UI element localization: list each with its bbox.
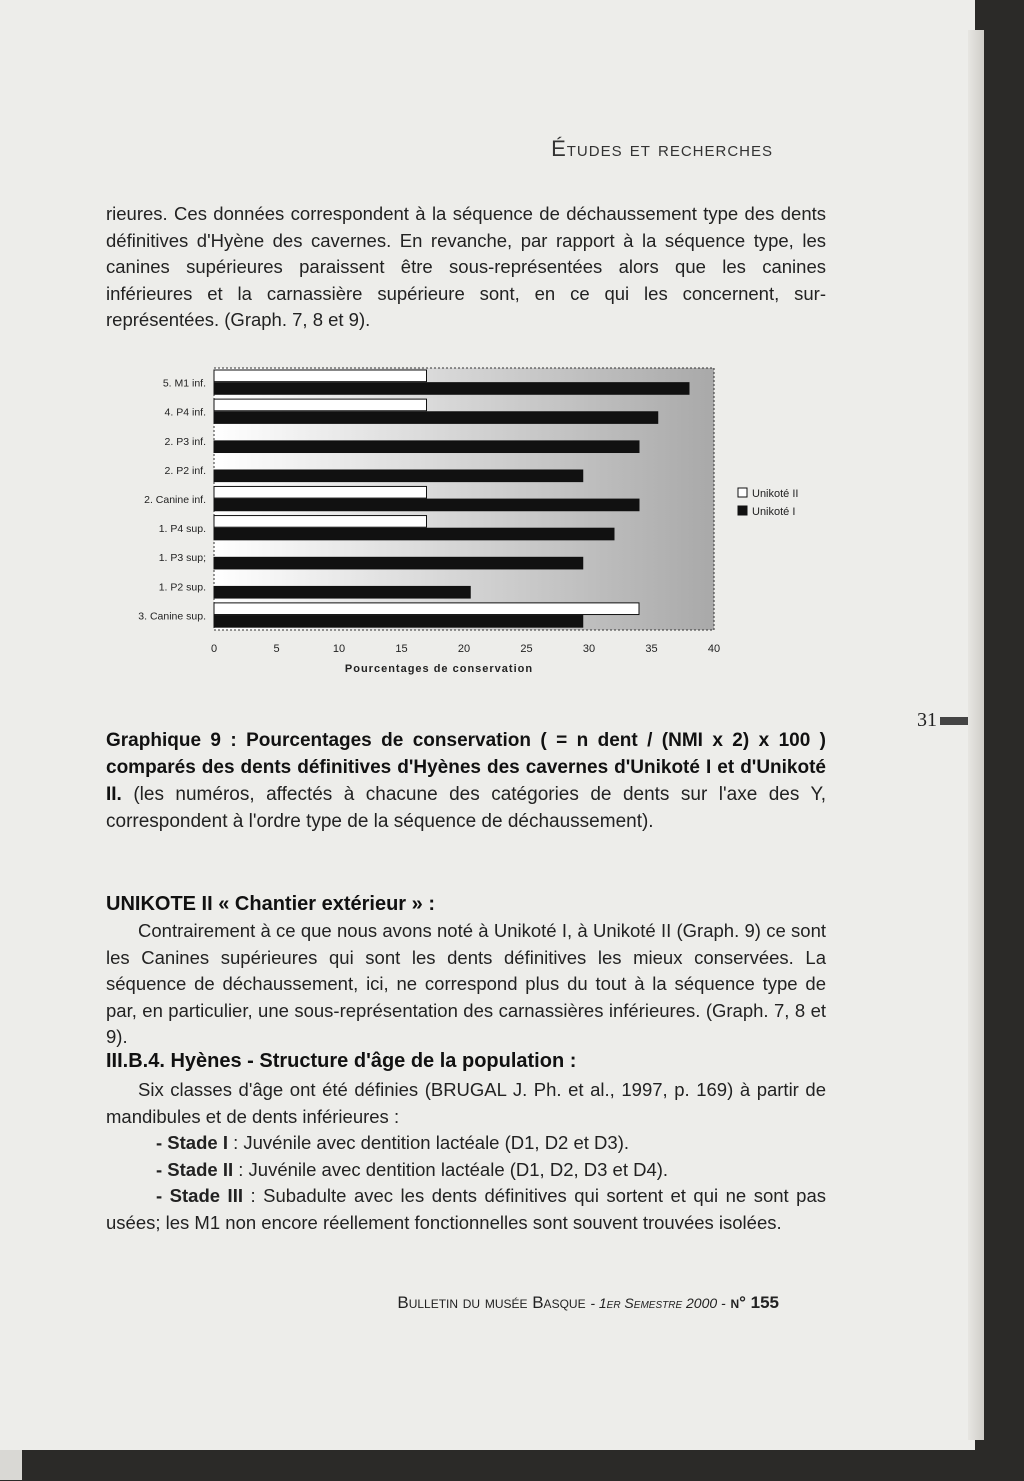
stade-1-label: - Stade I [156, 1132, 228, 1153]
figure-caption [106, 727, 826, 835]
stade-3 [106, 1183, 826, 1236]
bar-unikote-2 [214, 516, 427, 528]
bar-unikote-2 [214, 486, 427, 498]
chart [100, 362, 860, 682]
bar-unikote-1 [214, 412, 658, 424]
bar-unikote-2 [214, 603, 639, 615]
bar-unikote-1 [214, 528, 614, 540]
legend-label: Unikoté II [752, 488, 799, 500]
bar-unikote-1 [214, 586, 470, 598]
y-tick-label: 1. P2 sup. [158, 581, 206, 594]
x-tick-label: 20 [457, 643, 471, 655]
x-tick-label: 30 [582, 643, 596, 655]
y-tick-label: 2. Canine inf. [144, 494, 206, 506]
section-paragraph-unikote-2: Contrairement à ce que nous avons noté à Unikoté I, à Unikoté II (Graph. 9) ce sont les Canines supérieures qui sont les dents définitives les mieux conservées. La séquence de déchaussement, ici, ne correspond plus du tout à la séquence type de par, en particulier, une sous-représentation des carnassières inférieures. (Graph. 7, 8 et 9). [106, 920, 826, 1047]
page-edge-right [968, 30, 984, 1440]
x-tick-label: 15 [395, 643, 408, 655]
bar-unikote-2 [214, 399, 427, 411]
y-tick-label: 5. M1 inf. [162, 377, 206, 390]
x-tick-label: 40 [707, 643, 721, 655]
stade-2 [106, 1157, 826, 1184]
intro-paragraph: rieures. Ces données correspondent à la séquence de déchaussement type des dents définitives d'Hyène des cavernes. En revanche, par rapport à la séquence type, les canines supérieures paraissent être sous-représentées alors que les canines inférieures et la carnassière supérieure sont, en ce qui les concernent, sur-représentées. (Graph. 7, 8 et 9). [106, 203, 826, 330]
y-tick-label: 2. P2 inf. [164, 464, 206, 477]
y-tick-label: 2. P3 inf. [164, 435, 206, 448]
caption-bold: Graphique 9 : Pourcentages de conservation ( = n dent / (NMI x 2) x 100 ) comparés des dents définitives d'Hyènes des cavernes d'Unikoté I et d'Unikoté II. [106, 730, 826, 805]
legend-swatch [738, 506, 747, 515]
caption-plain: (les numéros, affectés à chacune des catégories de dents sur l'axe des Y, correspondent à l'ordre type de la séquence de déchaussement). [106, 784, 826, 832]
x-axis-label: Pourcentages de conservation [344, 663, 534, 675]
legend-swatch [738, 488, 747, 497]
stade-1 [106, 1130, 826, 1157]
footer-journal: Bulletin du musée Basque [397, 1293, 586, 1312]
y-tick-label: 1. P4 sup. [158, 523, 206, 536]
age-structure-block [106, 1077, 826, 1236]
y-tick-label: 4. P4 inf. [164, 406, 206, 419]
running-head: Études et recherches [551, 136, 773, 161]
x-tick-label: 25 [520, 643, 533, 655]
footer-number: n° 155 [730, 1293, 779, 1312]
bar-unikote-1 [214, 441, 639, 453]
bar-unikote-1 [214, 557, 583, 569]
stade-3-text: : Subadulte avec les dents définitives qui sortent et qui ne sont pas usées; les M1 non encore réellement fonctionnelles sont souvent trouvées isolées. [106, 1185, 827, 1233]
stade-1-text: : Juvénile avec dentition lactéale (D1, D2 et D3). [233, 1132, 630, 1153]
bar-unikote-1 [214, 616, 583, 628]
legend-label: Unikoté I [752, 506, 796, 518]
y-tick-label: 3. Canine sup. [138, 610, 206, 623]
stade-2-text: : Juvénile avec dentition lactéale (D1, D2, D3 et D4). [238, 1158, 669, 1180]
footer [397, 1293, 779, 1313]
x-tick-label: 0 [210, 643, 218, 655]
y-tick-label: 1. P3 sup; [158, 552, 206, 565]
x-tick-label: 5 [273, 643, 280, 655]
page-marker: 31 [917, 709, 937, 731]
age-structure-intro: Six classes d'âge ont été définies (BRUGAL J. Ph. et al., 1997, p. 169) à partir de mandibules et de dents inférieures : [106, 1079, 826, 1127]
section-heading-age-structure: III.B.4. Hyènes - Structure d'âge de la population : [106, 1050, 577, 1072]
stade-3-label: - Stade III [156, 1185, 243, 1206]
footer-issue: - 1er Semestre 2000 - [590, 1295, 726, 1311]
section-heading-unikote-2: UNIKOTE II « Chantier extérieur » : [106, 893, 435, 915]
bar-unikote-1 [214, 383, 689, 395]
x-tick-label: 35 [645, 643, 658, 655]
stade-2-label: - Stade II [156, 1158, 234, 1180]
bar-unikote-1 [214, 470, 583, 482]
x-tick-label: 10 [332, 643, 346, 655]
bar-unikote-2 [214, 370, 427, 382]
bar-unikote-1 [214, 499, 639, 511]
